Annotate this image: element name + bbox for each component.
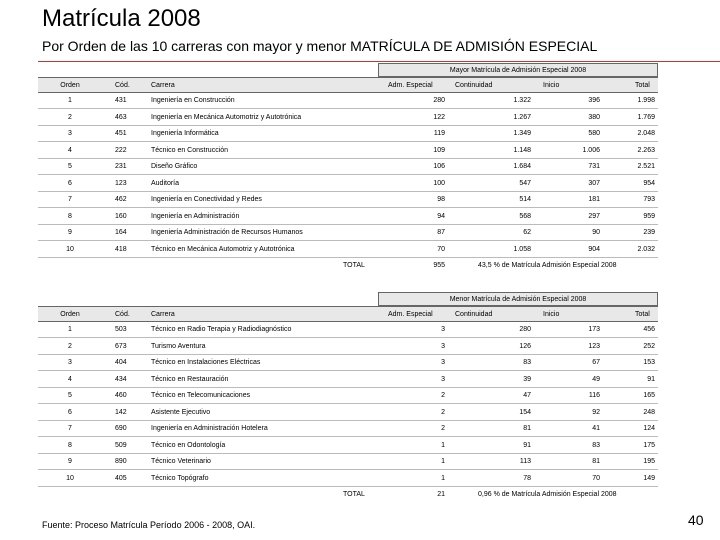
cell-carrera: Auditoría xyxy=(151,179,180,187)
group-header: Menor Matrícula de Admisión Especial 2008 xyxy=(378,292,658,306)
cell-adm-especial: 70 xyxy=(437,245,445,253)
cell-carrera: Turismo Aventura xyxy=(151,342,206,350)
table-row xyxy=(38,339,658,355)
cell-continuidad: 81 xyxy=(523,425,531,432)
cell-inicio: 307 xyxy=(588,179,600,187)
page-title: Matrícula 2008 xyxy=(42,5,201,32)
cell-carrera: Técnico en Restauración xyxy=(151,375,229,383)
cell-adm-especial: 106 xyxy=(433,163,445,170)
cell-continuidad: 280 xyxy=(519,326,531,333)
table-row xyxy=(38,421,658,437)
cell-cod: 451 xyxy=(115,130,127,137)
cell-carrera: Asistente Ejecutivo xyxy=(151,408,211,416)
cell-carrera: Técnico en Instalaciones Eléctricas xyxy=(151,359,261,366)
cell-adm-especial: 3 xyxy=(441,326,445,333)
column-header-continuidad: Continuidad xyxy=(455,311,493,318)
cell-inicio: 396 xyxy=(588,97,600,104)
cell-continuidad: 1.684 xyxy=(513,163,531,170)
cell-adm-especial: 3 xyxy=(441,342,445,350)
cell-continuidad: 78 xyxy=(523,474,531,482)
cell-orden: 7 xyxy=(68,196,72,203)
cell-inicio: 41 xyxy=(592,425,600,432)
cell-inicio: 1.006 xyxy=(582,146,600,154)
cell-inicio: 904 xyxy=(588,245,600,253)
cell-adm-especial: 1 xyxy=(441,458,445,465)
table-row xyxy=(38,126,658,142)
cell-cod: 405 xyxy=(115,474,127,482)
total-label: TOTAL xyxy=(343,262,365,269)
cell-cod: 222 xyxy=(115,146,127,154)
column-header-inicio: Inicio xyxy=(543,311,560,318)
table-row xyxy=(38,176,658,192)
cell-adm-especial: 2 xyxy=(441,392,445,399)
group-header: Mayor Matrícula de Admisión Especial 2008 xyxy=(378,63,658,77)
cell-carrera: Ingeniería en Construcción xyxy=(151,97,235,104)
cell-carrera: Ingeniería en Conectividad y Redes xyxy=(151,196,262,203)
column-header-adm: Adm. Especial xyxy=(388,311,433,318)
total-value: 955 xyxy=(433,262,445,269)
cell-carrera: Técnico Topógrafo xyxy=(151,474,209,482)
cell-cod: 690 xyxy=(115,425,127,432)
total-row xyxy=(38,259,658,273)
total-label: TOTAL xyxy=(343,491,365,498)
cell-adm-especial: 122 xyxy=(433,113,445,121)
cell-orden: 8 xyxy=(68,441,72,449)
cell-orden: 4 xyxy=(68,146,72,154)
cell-inicio: 380 xyxy=(588,113,600,121)
cell-adm-especial: 100 xyxy=(433,179,445,187)
cell-continuidad: 154 xyxy=(519,408,531,416)
cell-inicio: 81 xyxy=(592,458,600,465)
cell-total: 124 xyxy=(643,425,655,432)
cell-inicio: 123 xyxy=(588,342,600,350)
cell-total: 2.521 xyxy=(637,163,655,170)
cell-carrera: Técnico en Mecánica Automotriz y Autotrónica xyxy=(151,245,295,253)
total-note: 43,5 % de Matrícula Admisión Especial 2008 xyxy=(478,262,617,269)
column-header-cod: Cód. xyxy=(115,311,130,318)
column-header-carrera: Carrera xyxy=(151,311,175,318)
cell-continuidad: 91 xyxy=(523,441,531,449)
cell-cod: 142 xyxy=(115,408,127,416)
table-row xyxy=(38,209,658,225)
cell-orden: 9 xyxy=(68,458,72,465)
cell-orden: 6 xyxy=(68,179,72,187)
cell-continuidad: 514 xyxy=(519,196,531,203)
cell-total: 456 xyxy=(643,326,655,333)
cell-adm-especial: 87 xyxy=(437,229,445,236)
table-row xyxy=(38,143,658,159)
cell-orden: 4 xyxy=(68,375,72,383)
table-row xyxy=(38,110,658,126)
cell-total: 2.048 xyxy=(637,130,655,137)
cell-orden: 6 xyxy=(68,408,72,416)
cell-continuidad: 1.322 xyxy=(513,97,531,104)
cell-cod: 509 xyxy=(115,441,127,449)
cell-carrera: Diseño Gráfico xyxy=(151,163,198,170)
cell-inicio: 70 xyxy=(592,474,600,482)
cell-inicio: 181 xyxy=(588,196,600,203)
cell-continuidad: 1.349 xyxy=(513,130,531,137)
cell-cod: 673 xyxy=(115,342,127,350)
cell-adm-especial: 2 xyxy=(441,408,445,416)
cell-inicio: 90 xyxy=(592,229,600,236)
cell-total: 2.263 xyxy=(637,146,655,154)
cell-cod: 431 xyxy=(115,97,127,104)
cell-inicio: 297 xyxy=(588,212,600,220)
cell-total: 149 xyxy=(643,474,655,482)
cell-continuidad: 113 xyxy=(519,458,531,465)
cell-inicio: 580 xyxy=(588,130,600,137)
page-subtitle: Por Orden de las 10 carreras con mayor y menor MATRÍCULA DE ADMISIÓN ESPECIAL xyxy=(42,38,598,54)
cell-adm-especial: 3 xyxy=(441,359,445,366)
column-header-row xyxy=(38,77,658,93)
cell-adm-especial: 109 xyxy=(433,146,445,154)
column-header-orden: Orden xyxy=(60,82,80,89)
column-header-row xyxy=(38,306,658,322)
cell-carrera: Técnico en Radio Terapia y Radiodiagnóstico xyxy=(151,326,292,333)
cell-carrera: Ingeniería Administración de Recursos Humanos xyxy=(151,229,303,236)
cell-carrera: Ingeniería Informática xyxy=(151,130,219,137)
cell-total: 1.769 xyxy=(637,113,655,121)
total-note: 0,96 % de Matrícula Admisión Especial 2008 xyxy=(478,491,617,498)
cell-adm-especial: 2 xyxy=(441,425,445,432)
table-row xyxy=(38,471,658,487)
cell-total: 959 xyxy=(643,212,655,220)
column-header-cod: Cód. xyxy=(115,82,130,89)
cell-total: 195 xyxy=(643,458,655,465)
cell-orden: 10 xyxy=(66,474,74,482)
cell-continuidad: 126 xyxy=(519,342,531,350)
column-header-inicio: Inicio xyxy=(543,82,560,89)
cell-orden: 5 xyxy=(68,163,72,170)
table-row xyxy=(38,225,658,241)
cell-continuidad: 47 xyxy=(523,392,531,399)
table-row xyxy=(38,388,658,404)
cell-inicio: 173 xyxy=(588,326,600,333)
cell-cod: 160 xyxy=(115,212,127,220)
cell-cod: 164 xyxy=(115,229,127,236)
cell-cod: 123 xyxy=(115,179,127,187)
page-number: 40 xyxy=(688,512,704,528)
column-header-adm: Adm. Especial xyxy=(388,82,433,89)
table-row xyxy=(38,192,658,208)
column-header-total: Total xyxy=(635,311,650,318)
cell-continuidad: 83 xyxy=(523,359,531,366)
table-row xyxy=(38,438,658,454)
cell-inicio: 67 xyxy=(592,359,600,366)
cell-orden: 7 xyxy=(68,425,72,432)
cell-total: 91 xyxy=(647,375,655,383)
cell-carrera: Técnico en Odontología xyxy=(151,441,226,449)
cell-orden: 9 xyxy=(68,229,72,236)
table-row xyxy=(38,93,658,109)
cell-cod: 460 xyxy=(115,392,127,399)
cell-orden: 1 xyxy=(68,97,72,104)
cell-total: 954 xyxy=(643,179,655,187)
cell-inicio: 49 xyxy=(592,375,600,383)
cell-continuidad: 62 xyxy=(523,229,531,236)
cell-cod: 231 xyxy=(115,163,127,170)
cell-total: 165 xyxy=(643,392,655,399)
table-row xyxy=(38,405,658,421)
table-row xyxy=(38,242,658,258)
cell-continuidad: 1.148 xyxy=(513,146,531,154)
cell-orden: 2 xyxy=(68,113,72,121)
table-row xyxy=(38,372,658,388)
cell-carrera: Técnico Veterinario xyxy=(151,458,211,465)
total-row xyxy=(38,488,658,502)
cell-cod: 462 xyxy=(115,196,127,203)
cell-continuidad: 568 xyxy=(519,212,531,220)
cell-cod: 463 xyxy=(115,113,127,121)
column-header-total: Total xyxy=(635,82,650,89)
source-note: Fuente: Proceso Matrícula Período 2006 - 2008, OAI. xyxy=(42,520,256,530)
cell-total: 2.032 xyxy=(637,245,655,253)
cell-inicio: 83 xyxy=(592,441,600,449)
cell-total: 175 xyxy=(643,441,655,449)
cell-adm-especial: 280 xyxy=(433,97,445,104)
cell-orden: 3 xyxy=(68,130,72,137)
title-divider xyxy=(38,61,720,62)
table-row xyxy=(38,322,658,338)
cell-total: 248 xyxy=(643,408,655,416)
cell-total: 239 xyxy=(643,229,655,236)
cell-carrera: Ingeniería en Administración Hotelera xyxy=(151,425,268,432)
cell-orden: 3 xyxy=(68,359,72,366)
table-row xyxy=(38,454,658,470)
column-header-carrera: Carrera xyxy=(151,82,175,89)
cell-adm-especial: 1 xyxy=(441,474,445,482)
cell-continuidad: 1.267 xyxy=(513,113,531,121)
cell-continuidad: 547 xyxy=(519,179,531,187)
cell-orden: 2 xyxy=(68,342,72,350)
cell-cod: 890 xyxy=(115,458,127,465)
cell-cod: 404 xyxy=(115,359,127,366)
cell-orden: 5 xyxy=(68,392,72,399)
cell-carrera: Ingeniería en Administración xyxy=(151,212,240,220)
cell-adm-especial: 119 xyxy=(433,130,445,137)
cell-carrera: Técnico en Construcción xyxy=(151,146,229,154)
cell-total: 1.998 xyxy=(637,97,655,104)
cell-orden: 10 xyxy=(66,245,74,253)
cell-cod: 434 xyxy=(115,375,127,383)
cell-cod: 418 xyxy=(115,245,127,253)
cell-inicio: 92 xyxy=(592,408,600,416)
total-value: 21 xyxy=(437,491,445,498)
column-header-orden: Orden xyxy=(60,311,80,318)
cell-total: 153 xyxy=(643,359,655,366)
cell-adm-especial: 94 xyxy=(437,212,445,220)
cell-adm-especial: 1 xyxy=(441,441,445,449)
cell-orden: 8 xyxy=(68,212,72,220)
cell-continuidad: 1.058 xyxy=(513,245,531,253)
cell-continuidad: 39 xyxy=(523,375,531,383)
cell-carrera: Técnico en Telecomunicaciones xyxy=(151,392,251,399)
cell-carrera: Ingeniería en Mecánica Automotriz y Autotrónica xyxy=(151,113,302,121)
table-row xyxy=(38,159,658,175)
cell-cod: 503 xyxy=(115,326,127,333)
cell-inicio: 731 xyxy=(588,163,600,170)
cell-adm-especial: 98 xyxy=(437,196,445,203)
cell-total: 793 xyxy=(643,196,655,203)
cell-orden: 1 xyxy=(68,326,72,333)
cell-total: 252 xyxy=(643,342,655,350)
table-row xyxy=(38,355,658,371)
column-header-continuidad: Continuidad xyxy=(455,82,493,89)
cell-inicio: 116 xyxy=(588,392,600,399)
cell-adm-especial: 3 xyxy=(441,375,445,383)
